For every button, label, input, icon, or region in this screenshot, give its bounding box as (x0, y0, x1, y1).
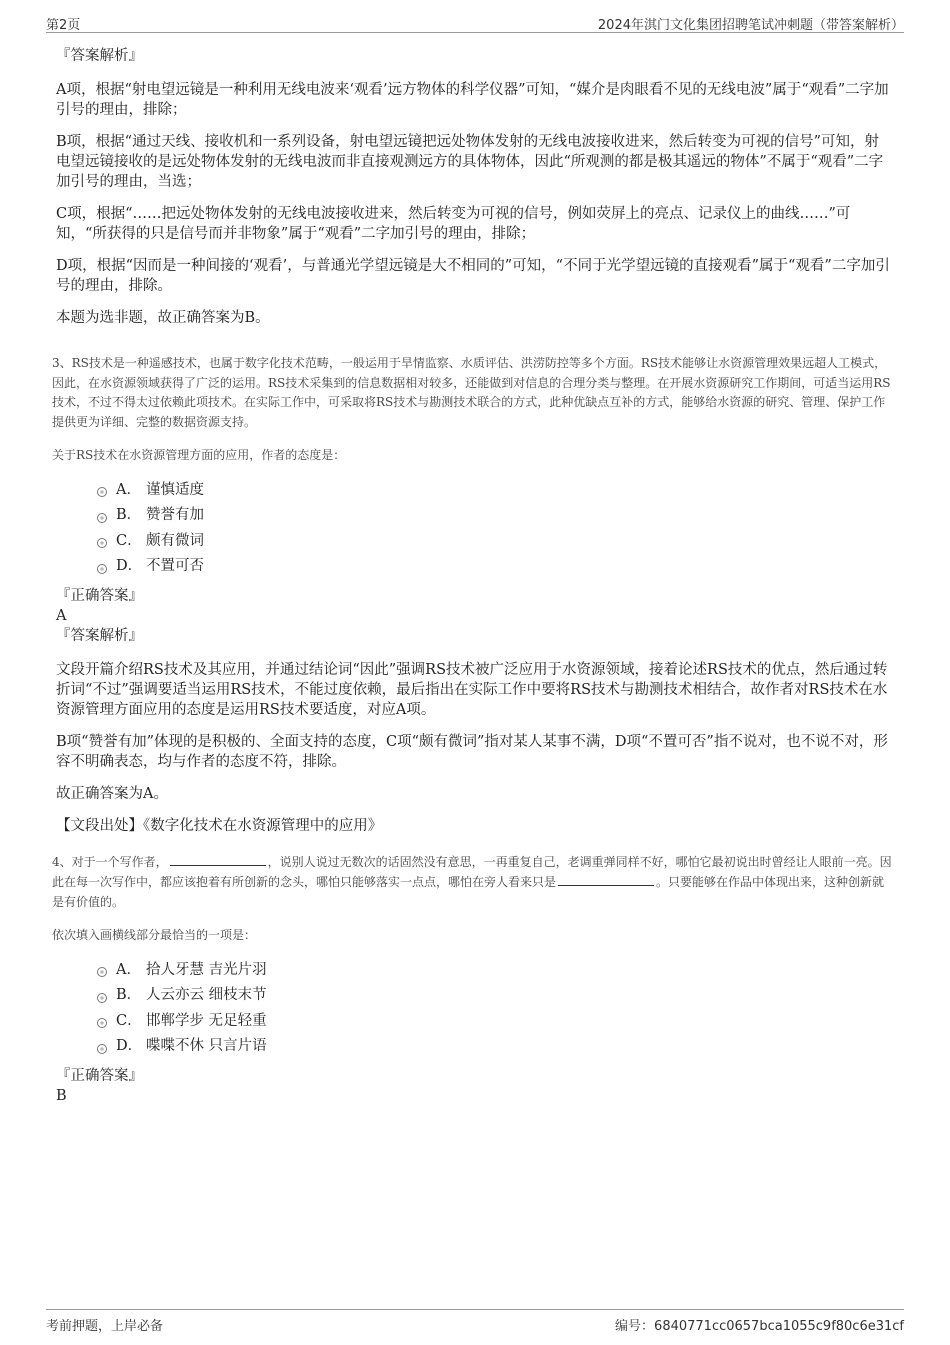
q4-option-b[interactable]: B． 人云亦云 细枝末节 (97, 983, 892, 1009)
radio-icon[interactable] (97, 1044, 107, 1054)
q4-answer: B (56, 1087, 67, 1104)
document-code: 编号：6840771cc0657bca1055c9f80c6e31cf (615, 1319, 904, 1334)
page-number: 第2页 (46, 18, 81, 33)
q2-analysis-d: D项，根据“因而是一种间接的‘观看’，与普通光学望远镜是大不相同的”可知，“不同于光学望远镜的直接观看”属于“观看”二字加引号的理由，排除。 (56, 258, 890, 294)
q2-analysis-heading: 『答案解析』 (56, 48, 143, 64)
q4-answer-heading: 『正确答案』 (56, 1067, 143, 1084)
q3-conclusion: 故正确答案为A。 (56, 785, 168, 802)
q3-option-d[interactable]: D． 不置可否 (97, 554, 892, 580)
q4-option-a[interactable]: A． 拾人牙慧 吉光片羽 (97, 958, 892, 984)
q3-answer: A (56, 607, 67, 624)
q4-passage: 4、对于一个写作者， ，说别人说过无数次的话固然没有意思，一再重复自己，老调重弹同样不好，哪怕它最初说出时曾经让人眼前一亮。因此在每一次写作中，都应该抱着有所创新的念头，哪怕只能够落实一点点，哪怕在旁人看来只是 。只要能够在作品中体现出来，这种创新就是有价值的。 (52, 852, 892, 913)
q3-option-a[interactable]: A． 谨慎适度 (97, 478, 892, 504)
q2-analysis-c: C项，根据“……把远处物体发射的无线电波接收进来，然后转变为可视的信号，例如荧屏上的亮点、记录仪上的曲线……”可知，“所获得的只是信号而并非物象”属于“观看”二字加引号的理由，排除； (56, 206, 851, 242)
q3-analysis-main: 文段开篇介绍RS技术及其应用，并通过结论词“因此”强调RS技术被广泛应用于水资源领域，接着论述RS技术的优点，然后通过转折词“不过”强调要适当运用RS技术，不能过度依赖，最后指出在实际工作中要将RS技术与勘测技术相结合，故作者对RS技术在水资源管理方面应用的态度是运用RS技术要适度，对应A项。 (56, 661, 888, 718)
q4-options (56, 958, 892, 1060)
q3-question: 关于RS技术在水资源管理方面的应用，作者的态度是： (52, 448, 346, 462)
q3-analysis-others: B项“赞誉有加”体现的是积极的、全面支持的态度，C项“颇有微词”指对某人某事不满，D项“不置可否”指不说对，也不说不对，形容不明确表态，均与作者的态度不符，排除。 (56, 733, 888, 770)
fill-blank-2 (558, 872, 654, 886)
radio-icon[interactable] (97, 564, 107, 574)
q3-option-b[interactable]: B． 赞誉有加 (97, 503, 892, 529)
q3-option-c[interactable]: C． 颇有微词 (97, 529, 892, 555)
q2-analysis-b: B项，根据“通过天线、接收机和一系列设备，射电望远镜把远处物体发射的无线电波接收进来，然后转变为可视的信号”可知，射电望远镜接收的是远处物体发射的无线电波而非直接观测远方的具体物体，因此“所观测的都是极其遥远的物体”不属于“观看”二字加引号的理由，当选； (56, 134, 884, 190)
radio-icon[interactable] (97, 993, 107, 1003)
q3-options (56, 478, 892, 580)
page-content (52, 46, 892, 1106)
radio-icon[interactable] (97, 487, 107, 497)
document-title: 2024年淇门文化集团招聘笔试冲刺题（带答案解析） (597, 18, 904, 33)
q3-analysis-heading: 『答案解析』 (56, 627, 143, 644)
q3-source: 【文段出处】《数字化技术在水资源管理中的应用》 (56, 817, 383, 834)
radio-icon[interactable] (97, 538, 107, 548)
radio-icon[interactable] (97, 1018, 107, 1028)
page-header (46, 14, 904, 33)
q2-analysis-a: A项，根据“射电望远镜是一种利用无线电波来‘观看’远方物体的科学仪器”可知，“媒介是肉眼看不见的无线电波”属于“观看”二字加引号的理由，排除； (56, 82, 889, 118)
page-footer (46, 1309, 904, 1334)
fill-blank-1 (170, 852, 266, 866)
footer-slogan: 考前押题，上岸必备 (46, 1319, 164, 1334)
q3-answer-heading: 『正确答案』 (56, 587, 143, 604)
radio-icon[interactable] (97, 967, 107, 977)
q3-passage: 3、RS技术是一种遥感技术，也属于数字化技术范畴，一般运用于旱情监察、水质评估、洪涝防控等多个方面。RS技术能够让水资源管理效果远超人工模式，因此，在水资源领域获得了广泛的运用。RS技术采集到的信息数据相对较多，还能做到对信息的合理分类与整理。在开展水资源研究工作期间，可适当运用RS技术，不过不得太过依赖此项技术。在实际工作中，可采取将RS技术与勘测技术联合的方式，此种优缺点互补的方式，能够给水资源的研究、管理、保护工作提供更为详细、完整的数据资源支持。 (52, 356, 891, 429)
q4-option-c[interactable]: C． 邯郸学步 无足轻重 (97, 1009, 892, 1035)
q2-conclusion: 本题为选非题，故正确答案为B。 (56, 310, 270, 326)
q4-question: 依次填入画横线部分最恰当的一项是： (52, 928, 257, 942)
q4-option-d[interactable]: D． 喋喋不休 只言片语 (97, 1034, 892, 1060)
radio-icon[interactable] (97, 513, 107, 523)
